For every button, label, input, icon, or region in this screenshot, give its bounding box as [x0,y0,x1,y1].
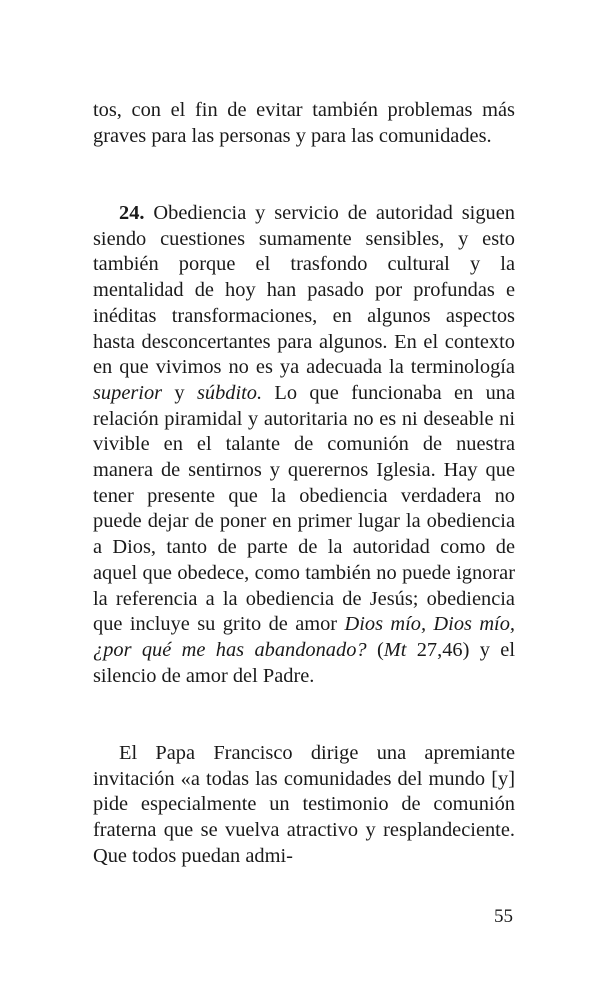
paragraph-continued [93,98,515,149]
paragraph-continued-text: tos, con el fin de evitar también problemas más graves para las personas y para las comunidades. [93,99,515,147]
term-subdito: súbdito. [196,381,263,404]
paragraph-24-part-1: Obediencia y servicio de autoridad siguen siendo cuestiones sumamente sensibles, y esto también porque el trasfondo cultural y la mentalidad de hoy han pasado por profundas e inéditas transformaciones, en algunos aspectos hasta desconcertantes para algunos. En el contexto en que vivimos no es ya adecuada la terminología [93,202,515,379]
paragraph-24-part-3: Lo que funcionaba en una relación piramidal y autoritaria no es ni deseable ni vivible en el talante de comunión de nuestra manera de sentirnos y querernos Iglesia. Hay que tener presente que la obediencia verdadera no puede dejar de poner en primer lugar la obediencia a Dios, tanto de parte de la autoridad como de aquel que obedece, como también no puede ignorar la referencia a la obediencia de Jesús; obediencia que incluye su grito de amor [93,381,516,636]
citation-mt: Mt [383,638,407,661]
quote-dios-mio: Dios mío, Dios mío, ¿por qué me has abandonado? [93,613,516,661]
paragraph-24-part-5: 27,46) y el silencio de amor del Padre. [93,638,516,687]
paragraph-number: 24. [119,202,145,224]
paragraph-24 [93,201,515,689]
page-number: 55 [494,906,513,927]
paragraph-24-part-2: y [162,381,197,404]
paragraph-next [93,741,515,870]
paragraph-24-part-4: ( [366,638,384,661]
paragraph-next-text: El Papa Francisco dirige una apremiante invitación «a todas las comunidades del mundo [y] pide especialmente un testimonio de comunión fraterna que se vuelva atractivo y resplandeciente. Que todos puedan admi- [93,742,515,867]
paragraph-24-text [93,201,515,689]
term-superior: superior [93,381,163,404]
